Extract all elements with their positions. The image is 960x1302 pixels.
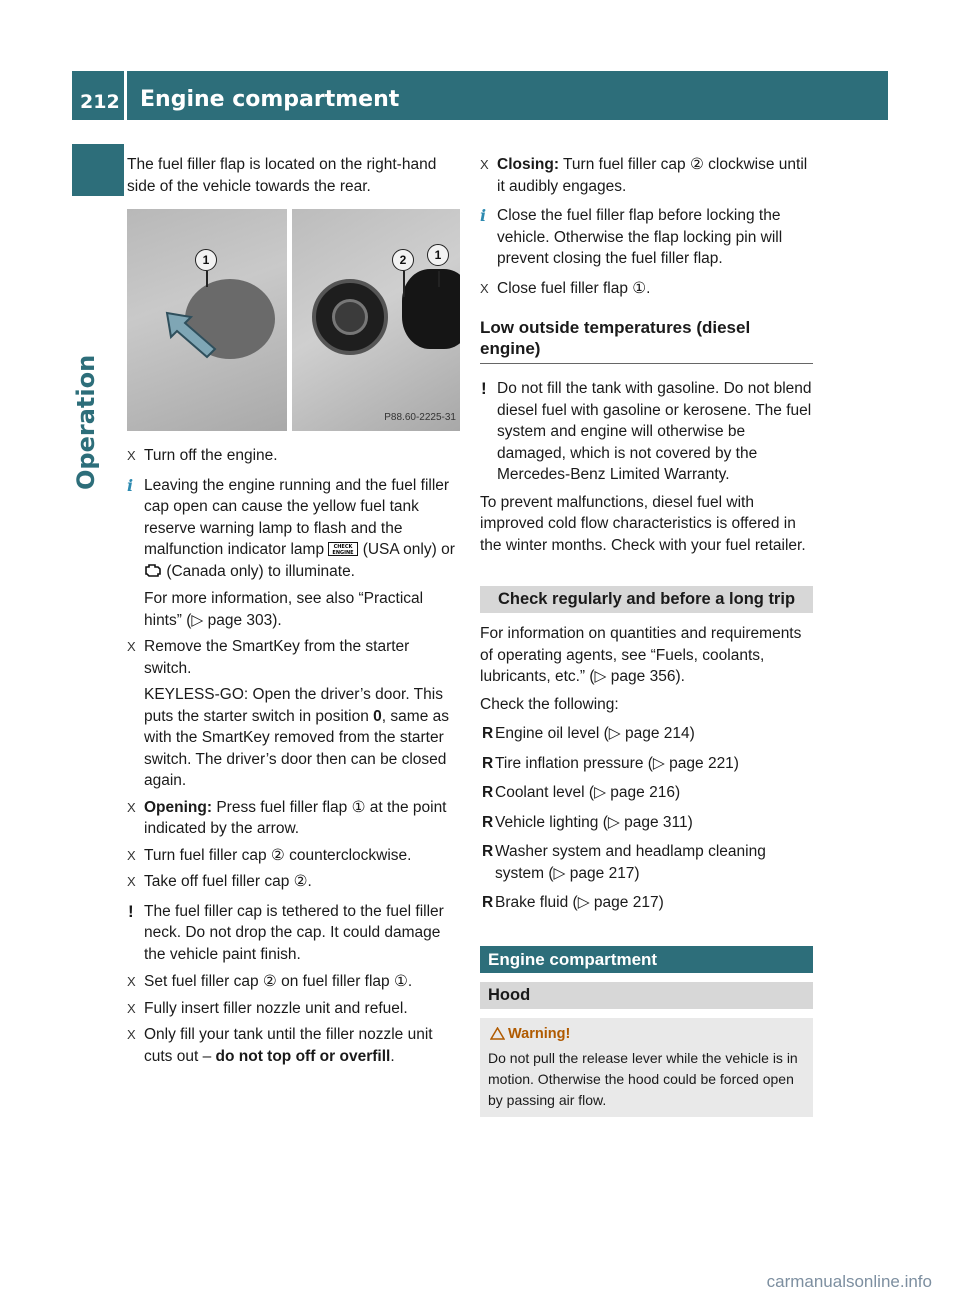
photo-flap-closed xyxy=(127,209,287,431)
step-arrow-icon: X xyxy=(480,280,489,296)
step-close-flap: X Close fuel filler flap ①. xyxy=(480,278,813,300)
list-item: R Engine oil level (▷ page 214) xyxy=(482,725,695,742)
check-list xyxy=(480,723,813,914)
step-arrow-icon: X xyxy=(480,157,489,172)
prevent-text: To prevent malfunctions, diesel fuel with improved cold flow characteristics is offered in the winter months. Check with your fuel retailer. xyxy=(480,493,806,554)
step-arrow-icon: X xyxy=(127,874,136,889)
info-icon: i xyxy=(127,475,134,495)
step-arrow-icon: X xyxy=(127,974,136,989)
warning-triangle-icon xyxy=(490,1027,505,1040)
side-tab xyxy=(72,200,124,500)
step-arrow-icon: X xyxy=(127,1000,136,1016)
svg-text:CHECK: CHECK xyxy=(333,544,353,550)
intro-text: The fuel filler flap is located on the right-hand side of the vehicle towards the rear. xyxy=(127,156,437,195)
info-note: i Leaving the engine running and the fuel filler cap open can cause the yellow fuel tank reserve warning lamp to flash and the malfunction indicator lamp CHECK ENGINE (USA only) or (Canada only) to illuminate. xyxy=(127,475,455,580)
check-regularly-heading: Check regularly and before a long trip xyxy=(480,586,813,613)
side-tab-label: Operation xyxy=(72,354,100,490)
list-item: R Vehicle lighting (▷ page 311) xyxy=(482,813,693,831)
open-flap-shape xyxy=(402,269,460,349)
engine-compartment-heading: Engine compartment xyxy=(480,946,813,973)
caution-note: ! The fuel filler cap is tethered to the fuel filler neck. Do not drop the cap. It could damage the vehicle paint finish. xyxy=(128,901,444,963)
check-intro: For information on quantities and requirements of operating agents, see “Fuels, coolants, lubricants, etc.” (▷ page 356). xyxy=(480,625,802,685)
info-icon: i xyxy=(480,206,487,225)
right-column xyxy=(480,154,813,1117)
callout-2: 2 xyxy=(392,249,414,271)
list-item: R Washer system and headlamp cleaning system (▷ page 217) xyxy=(482,843,766,882)
watermark: carmanualsonline.info xyxy=(766,1271,932,1291)
warning-text: Do not pull the release lever while the vehicle is in motion. Otherwise the hood could be forced open by passing air flow. xyxy=(488,1049,798,1108)
caution-icon: ! xyxy=(481,379,487,398)
step-turn-cap: X Turn fuel filler cap ② counterclockwise. xyxy=(127,845,460,867)
warning-box xyxy=(480,1018,813,1117)
photo-flap-open xyxy=(292,209,460,431)
list-item: R Coolant level (▷ page 216) xyxy=(482,784,681,801)
keyless-text: KEYLESS-GO: Open the driver’s door. This puts the starter switch in position 0, same as with the SmartKey removed from the starter switch. The driver’s door then can be closed again. xyxy=(144,686,449,789)
section-low-temp-heading: Low outside temperatures (diesel engine) xyxy=(480,317,813,364)
step-arrow-icon: X xyxy=(127,639,136,654)
header-separator xyxy=(124,71,127,120)
step-fill: X Only fill your tank until the filler nozzle unit cuts out – do not top off or overfill. xyxy=(127,1026,433,1065)
step-arrow-icon: X xyxy=(127,1027,136,1042)
step-opening: X Opening: Press fuel filler flap ① at the point indicated by the arrow. xyxy=(127,798,447,837)
page-number: 212 xyxy=(80,91,120,113)
list-item: R Tire inflation pressure (▷ page 221) xyxy=(482,754,739,772)
callout-line xyxy=(438,271,440,287)
svg-text:ENGINE: ENGINE xyxy=(332,550,354,556)
filler-neck-shape xyxy=(312,279,388,355)
callout-1: 1 xyxy=(427,244,449,266)
callout-1: 1 xyxy=(195,249,217,271)
press-arrow-icon xyxy=(163,309,223,359)
engine-icon xyxy=(144,563,162,578)
list-item: R Brake fluid (▷ page 217) xyxy=(482,894,664,911)
step-arrow-icon: X xyxy=(127,448,136,463)
check-engine-icon xyxy=(328,542,358,556)
page-title: Engine compartment xyxy=(140,87,400,112)
step-remove-key: X Remove the SmartKey from the starter switch. xyxy=(127,638,410,677)
callout-line xyxy=(206,271,208,287)
step-arrow-icon: X xyxy=(127,799,136,815)
hood-heading: Hood xyxy=(480,982,813,1009)
fuel-filler-photos xyxy=(127,209,460,431)
left-column xyxy=(127,154,460,1072)
step-set-cap: X Set fuel filler cap ② on fuel filler flap ①. xyxy=(127,971,460,993)
caution-diesel: ! Do not fill the tank with gasoline. Do not blend diesel fuel with gasoline or kerosene. The fuel system and engine will otherwise be damaged, which is not covered by the Mercedes-Benz Limited Warranty. xyxy=(481,379,812,483)
callout-line xyxy=(403,271,405,297)
info-note-close: i Close the fuel filler flap before locking the vehicle. Otherwise the flap locking pin will prevent closing the fuel filler flap. xyxy=(480,206,783,267)
side-tab-block xyxy=(72,144,124,196)
photo-code: P88.60-2225-31 xyxy=(384,411,456,423)
check-following: Check the following: xyxy=(480,695,619,713)
step-arrow-icon: X xyxy=(127,847,136,863)
step-take-off: X Take off fuel filler cap ②. xyxy=(127,871,460,893)
step-turn-off: X Turn off the engine. xyxy=(127,445,460,467)
info-more: For more information, see also “Practical hints” (▷ page 303). xyxy=(144,590,424,629)
step-insert: X Fully insert filler nozzle unit and refuel. xyxy=(127,998,460,1020)
filler-neck-inner xyxy=(332,299,368,335)
caution-icon: ! xyxy=(128,901,134,921)
warning-title: Warning! xyxy=(488,1024,805,1045)
step-closing: X Closing: Turn fuel filler cap ② clockwise until it audibly engages. xyxy=(480,156,808,195)
